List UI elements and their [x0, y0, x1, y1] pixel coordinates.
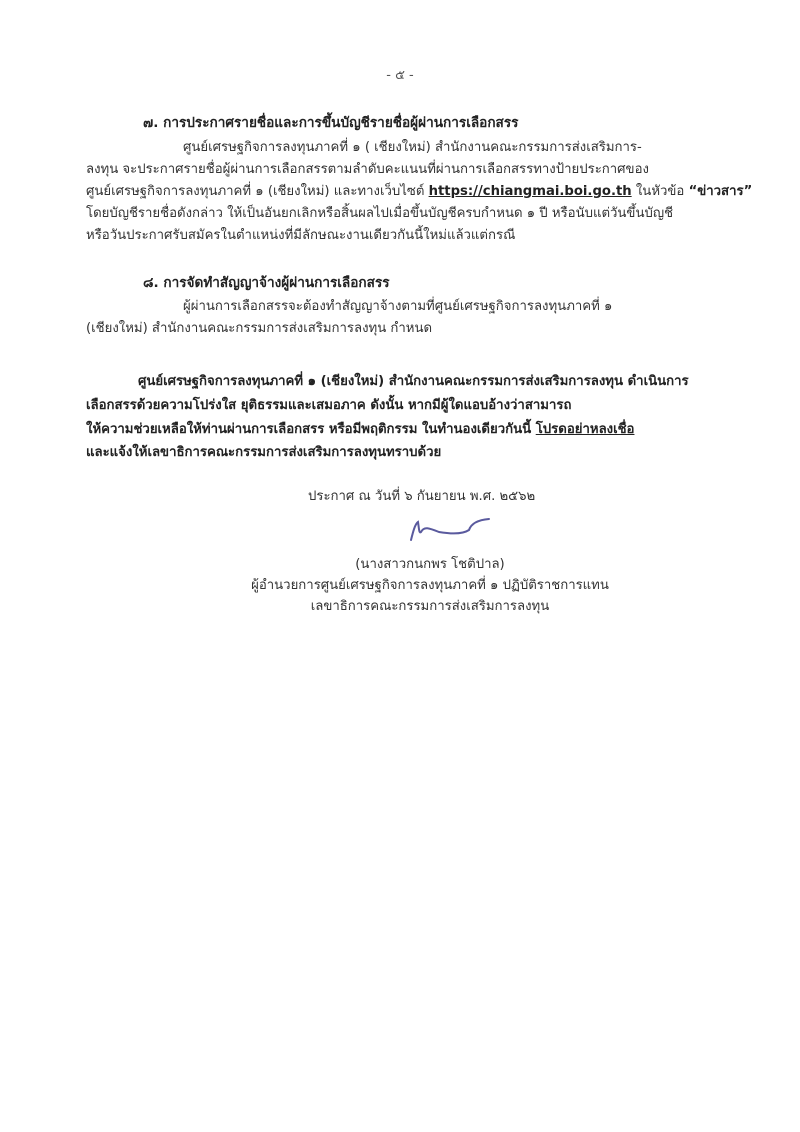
page-number: - ๕ -	[386, 68, 414, 83]
section-7-line-3-text: ศูนย์เศรษฐกิจการลงทุนภาคที่ ๑ (เชียงใหม่) และทางเว็บไซต์	[86, 184, 425, 199]
signature-icon	[405, 510, 495, 546]
section-7-line-1: ศูนย์เศรษฐกิจการลงทุนภาคที่ ๑ ( เชียงใหม่) สำนักงานคณะกรรมการส่งเสริมการ-	[183, 140, 642, 155]
section-7-line-4: โดยบัญชีรายชื่อดังกล่าว ให้เป็นอันยกเลิกหรือสิ้นผลไปเมื่อขึ้นบัญชีครบกำหนด ๑ ปี หรือนับแต่วันขึ้นบัญชี	[86, 206, 674, 221]
section-7-line-3	[86, 181, 752, 203]
topic-name: “ข่าวสาร”	[688, 184, 753, 199]
signatory-name: (นางสาวกนกพร โชติปาล)	[355, 557, 505, 572]
notice-line-1: ศูนย์เศรษฐกิจการลงทุนภาคที่ ๑ (เชียงใหม่) สำนักงานคณะกรรมการส่งเสริมการลงทุน ดำเนินการ	[138, 374, 689, 389]
signatory-title-1: ผู้อำนวยการศูนย์เศรษฐกิจการลงทุนภาคที่ ๑ ปฏิบัติราชการแทน	[251, 578, 609, 593]
section-8-line-1: ผู้ผ่านการเลือกสรรจะต้องทำสัญญาจ้างตามที่ศูนย์เศรษฐกิจการลงทุนภาคที่ ๑	[183, 299, 613, 314]
notice-line-3-text: ให้ความช่วยเหลือให้ท่านผ่านการเลือกสรร หรือมีพฤติกรรม ในทำนองเดียวกันนี้	[86, 422, 532, 437]
section-7-line-5: หรือวันประกาศรับสมัครในตำแหน่งที่มีลักษณะงานเดียวกันนี้ใหม่แล้วแต่กรณี	[86, 228, 516, 243]
section-7-heading: ๗. การประกาศรายชื่อและการขึ้นบัญชีรายชื่อผู้ผ่านการเลือกสรร	[143, 115, 519, 131]
website-link[interactable]: https://chiangmai.boi.go.th	[428, 184, 632, 199]
section-8-line-2: (เชียงใหม่) สำนักงานคณะกรรมการส่งเสริมการลงทุน กำหนด	[86, 321, 433, 336]
signatory-title-2: เลขาธิการคณะกรรมการส่งเสริมการลงทุน	[310, 599, 550, 614]
warning-text: โปรดอย่าหลงเชื่อ	[535, 422, 635, 437]
announcement-date: ประกาศ ณ วันที่ ๖ กันยายน พ.ศ. ๒๕๖๒	[308, 489, 536, 504]
section-8-heading: ๘. การจัดทำสัญญาจ้างผู้ผ่านการเลือกสรร	[143, 275, 390, 291]
section-7-line-2: ลงทุน จะประกาศรายชื่อผู้ผ่านการเลือกสรรตามลำดับคะแนนที่ผ่านการเลือกสรรทางป้ายประกาศของ	[86, 162, 649, 177]
notice-line-4: และแจ้งให้เลขาธิการคณะกรรมการส่งเสริมการลงทุนทราบด้วย	[86, 445, 442, 460]
notice-line-3	[86, 419, 634, 441]
notice-line-2: เลือกสรรด้วยความโปร่งใส ยุติธรรมและเสมอภาค ดังนั้น หากมีผู้ใดแอบอ้างว่าสามารถ	[86, 398, 572, 413]
topic-prefix: ในหัวข้อ	[635, 184, 685, 199]
